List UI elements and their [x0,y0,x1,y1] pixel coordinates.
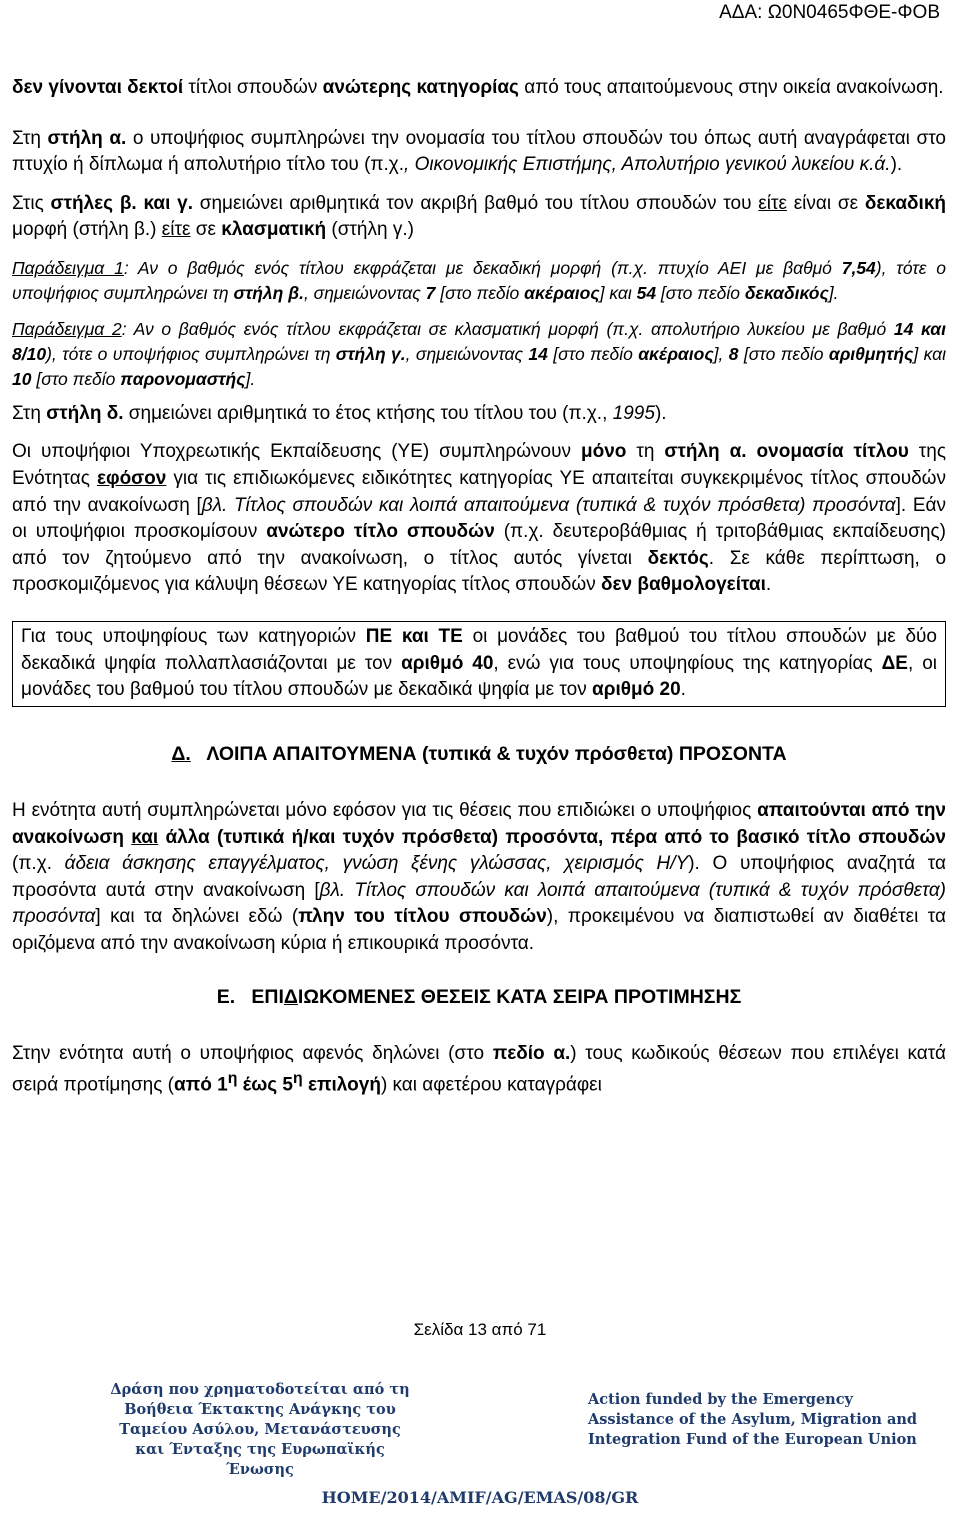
paragraph-ye-candidates: Οι υποψήφιοι Υποχρεωτικής Εκπαίδευσης (ΥΕ) συμπληρώνουν μόνο τη στήλη α. ονομασία τίτλου της Ενότητας εφόσον για τις επιδιωκόμενες ειδικότητες κατηγορίας ΥΕ απαιτείται συγκεκριμένος τίτλος σπουδών από την ανακοίνωση [βλ. Τίτλος σπουδών και λοιπά απαιτούμενα (τυπικά & τυχόν πρόσθετα) προσόντα]. Εάν οι υποψήφιοι προσκομίσουν ανώτερο τίτλο σπουδών (π.χ. δευτεροβάθμιας ή τριτοβάθμιας εκπαίδευσης) από τον ζητούμενο από την ανακοίνωση, ο τίτλος αυτός γίνεται δεκτός. Σε κάθε περίπτωση, ο προσκομιζόμενος για κάλυψη θέσεων ΥΕ κατηγορίας τίτλος σπουδών δεν βαθμολογείται. [12,441,947,596]
document-body [12,75,946,1110]
footer-grant-code: HOME/2014/AMIF/AG/EMAS/08/GR [321,1488,639,1507]
paragraph-not-accepted: δεν γίνονται δεκτοί τίτλοι σπουδών ανώτερης κατηγορίας από τους απαιτούμενους στην οικεία ανακοίνωση. [12,77,944,98]
footer-greek-funding: Δράση που χρηματοδοτείται από τη Βοήθεια Έκτακτης Ανάγκης του Ταμείου Ασύλου, Μετανάστευσης και Ένταξης της Ευρωπαϊκής Ένωσης [110,1381,410,1478]
paragraph-columns-b-c: Στις στήλες β. και γ. σημειώνει αριθμητικά τον ακριβή βαθμό του τίτλου σπουδών του είτε είναι σε δεκαδική μορφή (στήλη β.) είτε σε κλασματική (στήλη γ.) [12,192,947,241]
ada-code: ΑΔΑ: Ω0Ν0465ΦΘΕ-ΦΟΒ [719,2,940,23]
page-number: Σελίδα 13 από 71 [413,1320,547,1339]
multiplier-note-box: Για τους υποψηφίους των κατηγοριών ΠΕ και ΤΕ οι μονάδες του βαθμού του τίτλου σπουδών με δύο δεκαδικά ψηφία πολλαπλασιάζονται με τον αριθμό 40, ενώ για τους υποψηφίους της κατηγορίας ΔΕ, οι μονάδες του βαθμού του τίτλου σπουδών με δεκαδικά ψηφία με τον αριθμό 20. [12,621,946,707]
paragraph-column-d: Στη στήλη δ. σημειώνει αριθμητικά το έτος κτήσης του τίτλου του (π.χ., 1995). [12,402,667,424]
example-2: Παράδειγμα 2: Αν ο βαθμός ενός τίτλου εκφράζεται σε κλασματική μορφή (π.χ. απολυτήριο λυκείου με βαθμό 14 και 8/10), τότε ο υποψήφιος συμπληρώνει τη στήλη γ., σημειώνοντας 14 [στο πεδίο ακέραιος], 8 [στο πεδίο αριθμητής] και 10 [στο πεδίο παρονομαστής]. [12,318,947,390]
example-1: Παράδειγμα 1: Αν ο βαθμός ενός τίτλου εκφράζεται με δεκαδική μορφή (π.χ. πτυχίο ΑΕΙ με βαθμό 7,54), τότε ο υποψήφιος συμπληρώνει τη στήλη β., σημειώνοντας 7 [στο πεδίο ακέραιος] και 54 [στο πεδίο δεκαδικός]. [12,257,946,304]
section-d-heading: Δ. ΛΟΙΠΑ ΑΠΑΙΤΟΥΜΕΝΑ (τυπικά & τυχόν πρόσθετα) ΠΡΟΣΟΝΤΑ [171,742,787,765]
section-e-heading: Ε. ΕΠΙΔΙΩΚΟΜΕΝΕΣ ΘΕΣΕΙΣ ΚΑΤΑ ΣΕΙΡΑ ΠΡΟΤΙΜΗΣΗΣ [216,985,742,1008]
paragraph-other-qualifications: Η ενότητα αυτή συμπληρώνεται μόνο εφόσον για τις θέσεις που επιδιώκει ο υποψήφιος απαιτούνται από την ανακοίνωση και άλλα (τυπικά ή/και τυχόν πρόσθετα) προσόντα, πέρα από το βασικό τίτλο σπουδών (π.χ. άδεια άσκησης επαγγέλματος, γνώση ξένης γλώσσας, χειρισμός Η/Υ). Ο υποψήφιος αναζητά τα προσόντα αυτά στην ανακοίνωση [βλ. Τίτλος σπουδών και λοιπά απαιτούμενα (τυπικά & τυχόν πρόσθετα) προσόντα] και τα δηλώνει εδώ (πλην του τίτλου σπουδών), προκειμένου να διαπιστωθεί αν διαθέτει τα οριζόμενα από την ανακοίνωση κύρια ή επικουρικά προσόντα. [12,800,946,955]
footer-english-funding: Action funded by the Emergency Assistance of the Asylum, Migration and Integration Fund of the European Union [588,1391,918,1448]
paragraph-positions: Στην ενότητα αυτή ο υποψήφιος αφενός δηλώνει (στο πεδίο α.) τους κωδικούς θέσεων που επιλέγει κατά σειρά προτίμησης (από $1^\eta$ έως $5^\eta$ επιλογή) και αφετέρου καταγράφει [12,1042,947,1095]
paragraph-column-a: Στη στήλη α. ο υποψήφιος συμπληρώνει την ονομασία του τίτλου σπουδών του όπως αυτή αναγράφεται στο πτυχίο ή δίπλωμα ή απολυτήριο τίτλο του (π.χ., Οικονομικής Επιστήμης, Απολυτήριο γενικού λυκείου κ.ά.). [12,127,947,176]
